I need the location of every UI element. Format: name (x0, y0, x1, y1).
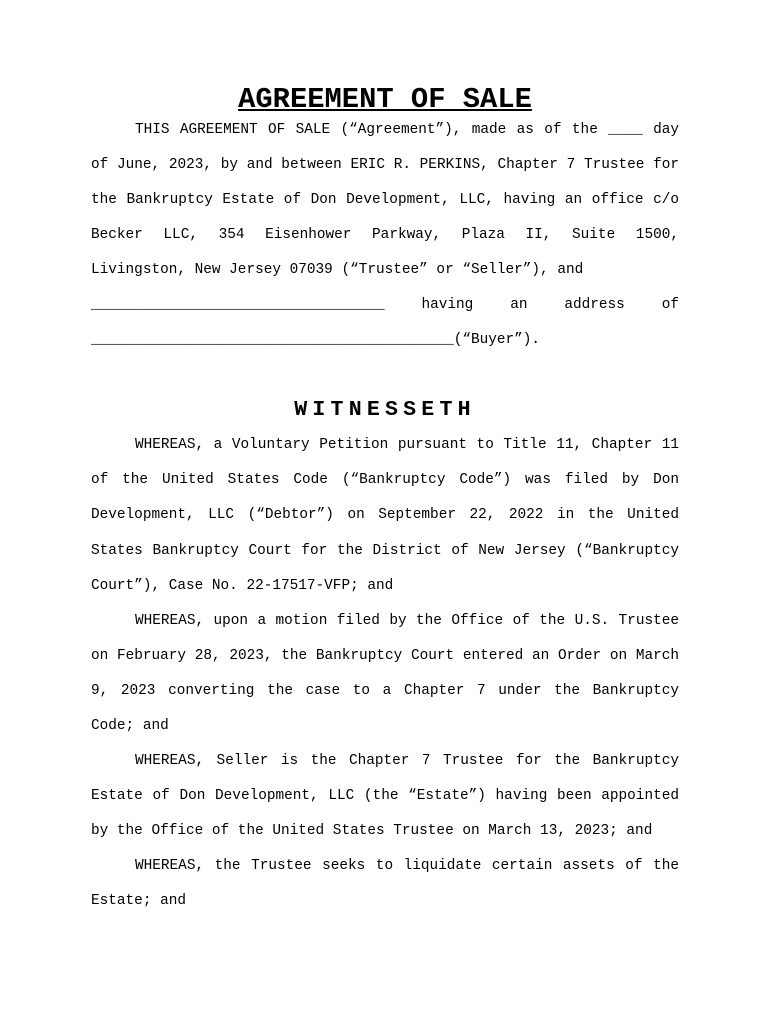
having-word: having (421, 296, 474, 313)
recital-paragraph: WHEREAS, a Voluntary Petition pursuant to Title 11, Chapter 11 of the United States Code (“Bankruptcy Code”) was filed by Don Development, LLC (“Debtor”) on September 22, 2022 in the United States Bankruptcy Court for the District of New Jersey (“Bankruptcy Court”), Case No. 22-17517-VFP; and (91, 437, 679, 594)
of-word: of (661, 296, 679, 313)
buyer-address-line (91, 323, 679, 358)
intro-paragraph: THIS AGREEMENT OF SALE (“Agreement”), made as of the ____ day of June, 2023, by and between ERIC R. PERKINS, Chapter 7 Trustee for the Bankruptcy Estate of Don Development, LLC, having an office c/o Becker LLC, 354 Eisenhower Parkway, Plaza II, Suite 1500, Livingston, New Jersey 07039 (“Trustee” or “Seller”), and (91, 121, 679, 278)
an-word: an (510, 296, 528, 313)
address-word: address (564, 296, 625, 313)
document-title: AGREEMENT OF SALE (238, 83, 532, 116)
recital-paragraph: WHEREAS, upon a motion filed by the Office of the U.S. Trustee on February 28, 2023, the Bankruptcy Court entered an Order on March 9, 2023 converting the case to a Chapter 7 under the Bankruptcy Code; and (91, 612, 679, 734)
buyer-name-line (91, 288, 679, 323)
recital-paragraph: WHEREAS, the Trustee seeks to liquidate certain assets of the Estate; and (91, 858, 679, 910)
buyer-label: (“Buyer”). (453, 332, 541, 349)
buyer-name-blank: __________________________________ (91, 296, 385, 313)
document-body (91, 83, 679, 920)
recital-paragraph: WHEREAS, Seller is the Chapter 7 Trustee for the Bankruptcy Estate of Don Development, LLC (the “Estate”) having been appointed by the Office of the United States Trustee on March 13, 2023; and (91, 753, 679, 840)
witnesseth-heading: WITNESSETH (294, 398, 476, 423)
buyer-address-blank: __________________________________________ (91, 332, 454, 349)
